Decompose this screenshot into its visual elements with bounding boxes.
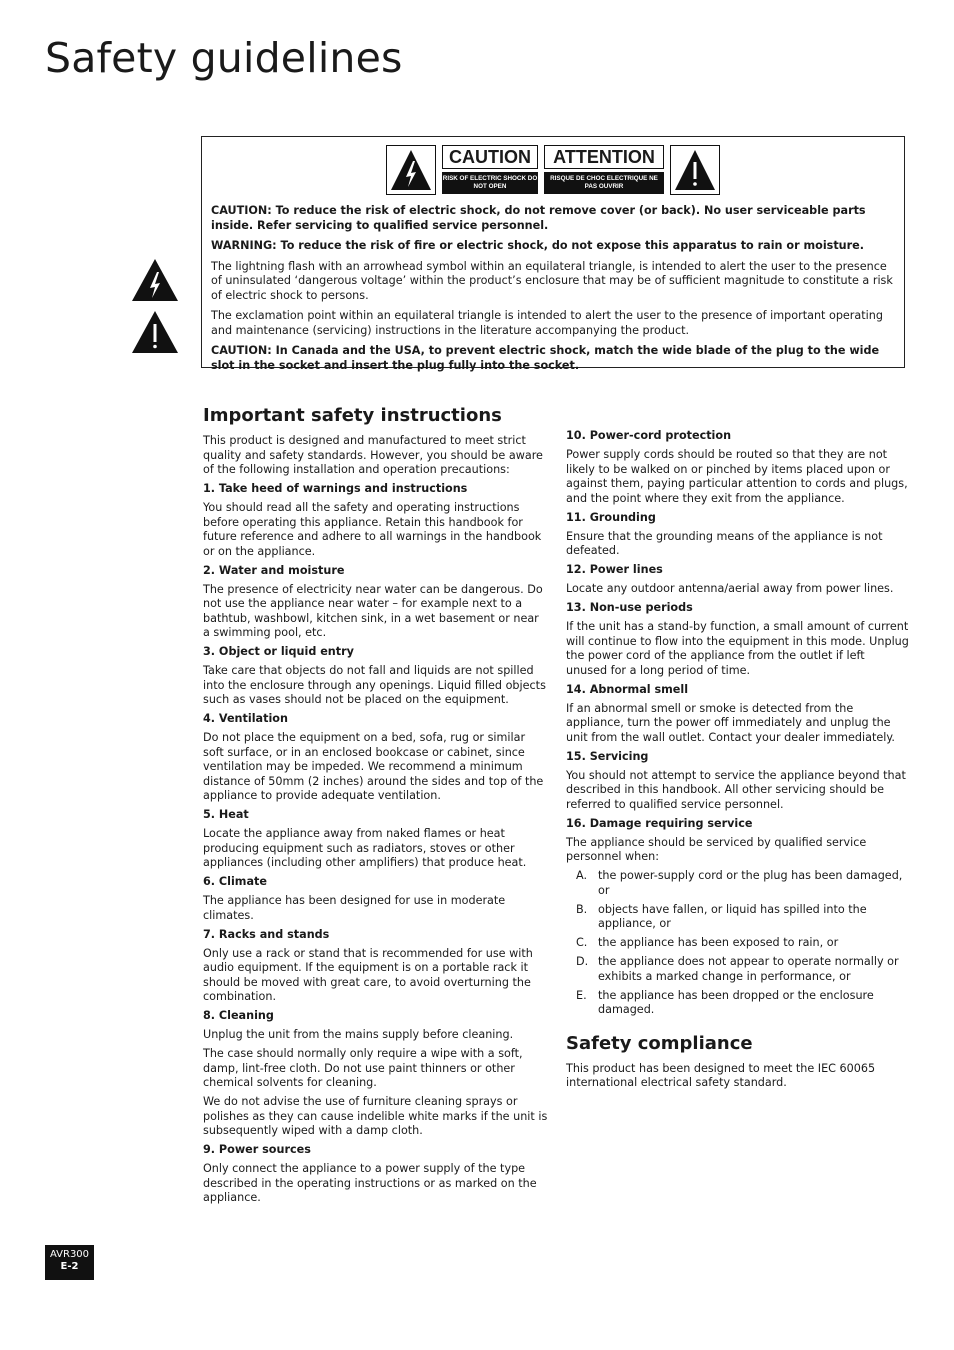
section-body: Take care that objects do not fall and liquids are not spilled into the enclosure through any openings. Liquid filled objects such as vases should not be placed on the equipment. [203, 664, 546, 706]
warning-text: CAUTION: To reduce the risk of electric shock, do not remove cover (or back). No user serviceable parts inside. Refer servicing to qualified service personnel. [211, 204, 866, 232]
section-body: We do not advise the use of furniture cleaning sprays or polishes as they can cause indelible white marks if the unit is subsequently wiped with a damp cloth. [203, 1095, 548, 1137]
lightning-triangle-icon [131, 258, 179, 302]
section-heading: 4. Ventilation [203, 712, 288, 725]
attention-head: ATTENTION [544, 145, 664, 169]
instructions-intro: This product is designed and manufactured to meet strict quality and safety standards. However, you should be aware of the following installation and operation precautions: [203, 434, 543, 476]
section-heading: 13. Non-use periods [566, 601, 693, 614]
list-text: objects have fallen, or liquid has spilled into the appliance, or [598, 902, 867, 930]
section-heading: 9. Power sources [203, 1143, 311, 1156]
section-body: Unplug the unit from the mains supply before cleaning. [203, 1028, 514, 1041]
list-text: the appliance does not appear to operate normally or exhibits a marked change in performance, or [598, 955, 899, 983]
section-body: Ensure that the grounding means of the appliance is not defeated. [566, 529, 883, 557]
warning-text: WARNING: To reduce the risk of fire or electric shock, do not expose this apparatus to rain or moisture. [211, 239, 865, 252]
caution-tag [442, 145, 538, 194]
section-heading: 5. Heat [203, 808, 249, 821]
section-body: Locate the appliance away from naked flames or heat producing equipment such as radiators, stoves or other appliances (including other amplifiers) that produce heat. [203, 827, 527, 869]
section-body: Do not place the equipment on a bed, sofa, rug or similar soft surface, or in an enclosed bookcase or cabinet, since ventilation may be impeded. We recommend a minimum distance of 50mm (2 inches) around the sides and top of the appliance to provide adequate ventilation. [203, 731, 544, 802]
section-body: You should read all the safety and operating instructions before operating this appliance. Retain this handbook for future reference and adhere to all warnings in the handbook or on the appliance. [203, 501, 542, 558]
side-warning-icons [131, 258, 179, 354]
model-name: AVR300 [49, 1249, 90, 1260]
section-body: Only connect the appliance to a power supply of the type described in the operating instructions or as marked on the appliance. [203, 1162, 537, 1204]
section-body: The presence of electricity near water can be dangerous. Do not use the appliance near water – for example next to a bathtub, washbowl, kitchen sink, in a wet basement or near a swimming pool, etc. [203, 582, 543, 639]
instructions-right-column [566, 429, 909, 1095]
list-letter: B. [576, 902, 588, 916]
caution-sub: RISK OF ELECTRIC SHOCK DO NOT OPEN [442, 172, 538, 194]
list-item [566, 989, 909, 1018]
section-body: Power supply cords should be routed so that they are not likely to be walked on or pinched by items placed upon or against them, paying particular attention to cords and plugs, and the point where they exit from the appliance. [566, 448, 908, 505]
compliance-heading: Safety compliance [566, 1032, 753, 1054]
section-body: Only use a rack or stand that is recommended for use with audio equipment. If the equipment is on a portable rack it should be moved with great care, to avoid overturning the combination. [203, 946, 533, 1003]
list-letter: C. [576, 936, 588, 949]
section-body: If an abnormal smell or smoke is detected from the appliance, turn the power off immediately and unplug the unit from the wall outlet. Contact your dealer immediately. [566, 701, 895, 744]
section-heading: 8. Cleaning [203, 1009, 274, 1022]
section-heading: 7. Racks and stands [203, 927, 330, 941]
section-heading: 12. Power lines [566, 563, 663, 576]
section-heading: 2. Water and moisture [203, 563, 345, 577]
section-body: Locate any outdoor antenna/aerial away from power lines. [566, 582, 894, 595]
attention-tag [544, 145, 664, 194]
list-item [566, 903, 909, 932]
compliance-body: This product has been designed to meet the IEC 60065 international electrical safety standard. [566, 1061, 876, 1089]
caution-label [211, 145, 895, 195]
section-heading: 10. Power-cord protection [566, 429, 732, 442]
section-body: The appliance should be serviced by qualified service personnel when: [566, 835, 867, 863]
list-item [566, 936, 909, 951]
caution-head: CAUTION [442, 145, 538, 169]
exclamation-triangle-icon [131, 310, 179, 354]
section-heading: 11. Grounding [566, 510, 656, 524]
list-text: the appliance has been exposed to rain, or [598, 936, 839, 949]
section-body: You should not attempt to service the appliance beyond that described in this handbook. All other servicing should be referred to qualified service personnel. [566, 768, 906, 811]
section-heading: 3. Object or liquid entry [203, 645, 354, 658]
attention-sub: RISQUE DE CHOC ELECTRIQUE NE PAS OUVRIR [544, 172, 664, 194]
lightning-symbol [386, 145, 436, 195]
instructions-left-column [203, 404, 548, 1210]
warning-text: CAUTION: In Canada and the USA, to prevent electric shock, match the wide blade of the plug to the wide slot in the socket and insert the plug fully into the socket. [211, 344, 880, 372]
lightning-triangle-icon [387, 146, 435, 194]
warning-text: The exclamation point within an equilateral triangle is intended to alert the user to the presence of important operating and maintenance (servicing) instructions in the literature accompanying the product. [211, 309, 883, 337]
list-item [566, 869, 909, 898]
list-text: the power-supply cord or the plug has been damaged, or [598, 869, 903, 897]
section-heading: 15. Servicing [566, 749, 649, 763]
warning-text: The lightning flash with an arrowhead symbol within an equilateral triangle, is intended to alert the user to the presence of uninsulated ‘dangerous voltage’ within the product’s enclosure that may be of sufficient magnitude to constitute a risk of electric shock to persons. [211, 259, 893, 302]
exclamation-triangle-icon [671, 146, 719, 194]
section-heading: 6. Climate [203, 875, 267, 888]
page-number: E-2 [60, 1261, 79, 1272]
exclamation-symbol [670, 145, 720, 195]
section-heading: 16. Damage requiring service [566, 816, 753, 830]
section-body: The appliance has been designed for use in moderate climates. [203, 894, 506, 922]
damage-conditions-list [566, 869, 909, 1018]
section-heading: 1. Take heed of warnings and instructions [203, 482, 468, 495]
list-letter: D. [576, 955, 589, 968]
warning-box [201, 136, 905, 372]
list-text: the appliance has been dropped or the enclosure damaged. [598, 988, 874, 1016]
section-body: The case should normally only require a wipe with a soft, damp, lint-free cloth. Do not use paint thinners or other chemical solvents for cleaning. [203, 1047, 523, 1089]
section-heading: 14. Abnormal smell [566, 682, 689, 696]
page-title: Safety guidelines [45, 34, 403, 82]
list-letter: A. [576, 869, 588, 882]
section-body: If the unit has a stand-by function, a small amount of current will continue to flow into the equipment in this mode. Unplug the power cord of the appliance from the outlet if left unused for a long period of time. [566, 620, 909, 677]
list-item [566, 955, 909, 984]
list-letter: E. [576, 988, 587, 1002]
page-footer-badge [45, 1245, 94, 1280]
instructions-heading: Important safety instructions [203, 405, 502, 426]
